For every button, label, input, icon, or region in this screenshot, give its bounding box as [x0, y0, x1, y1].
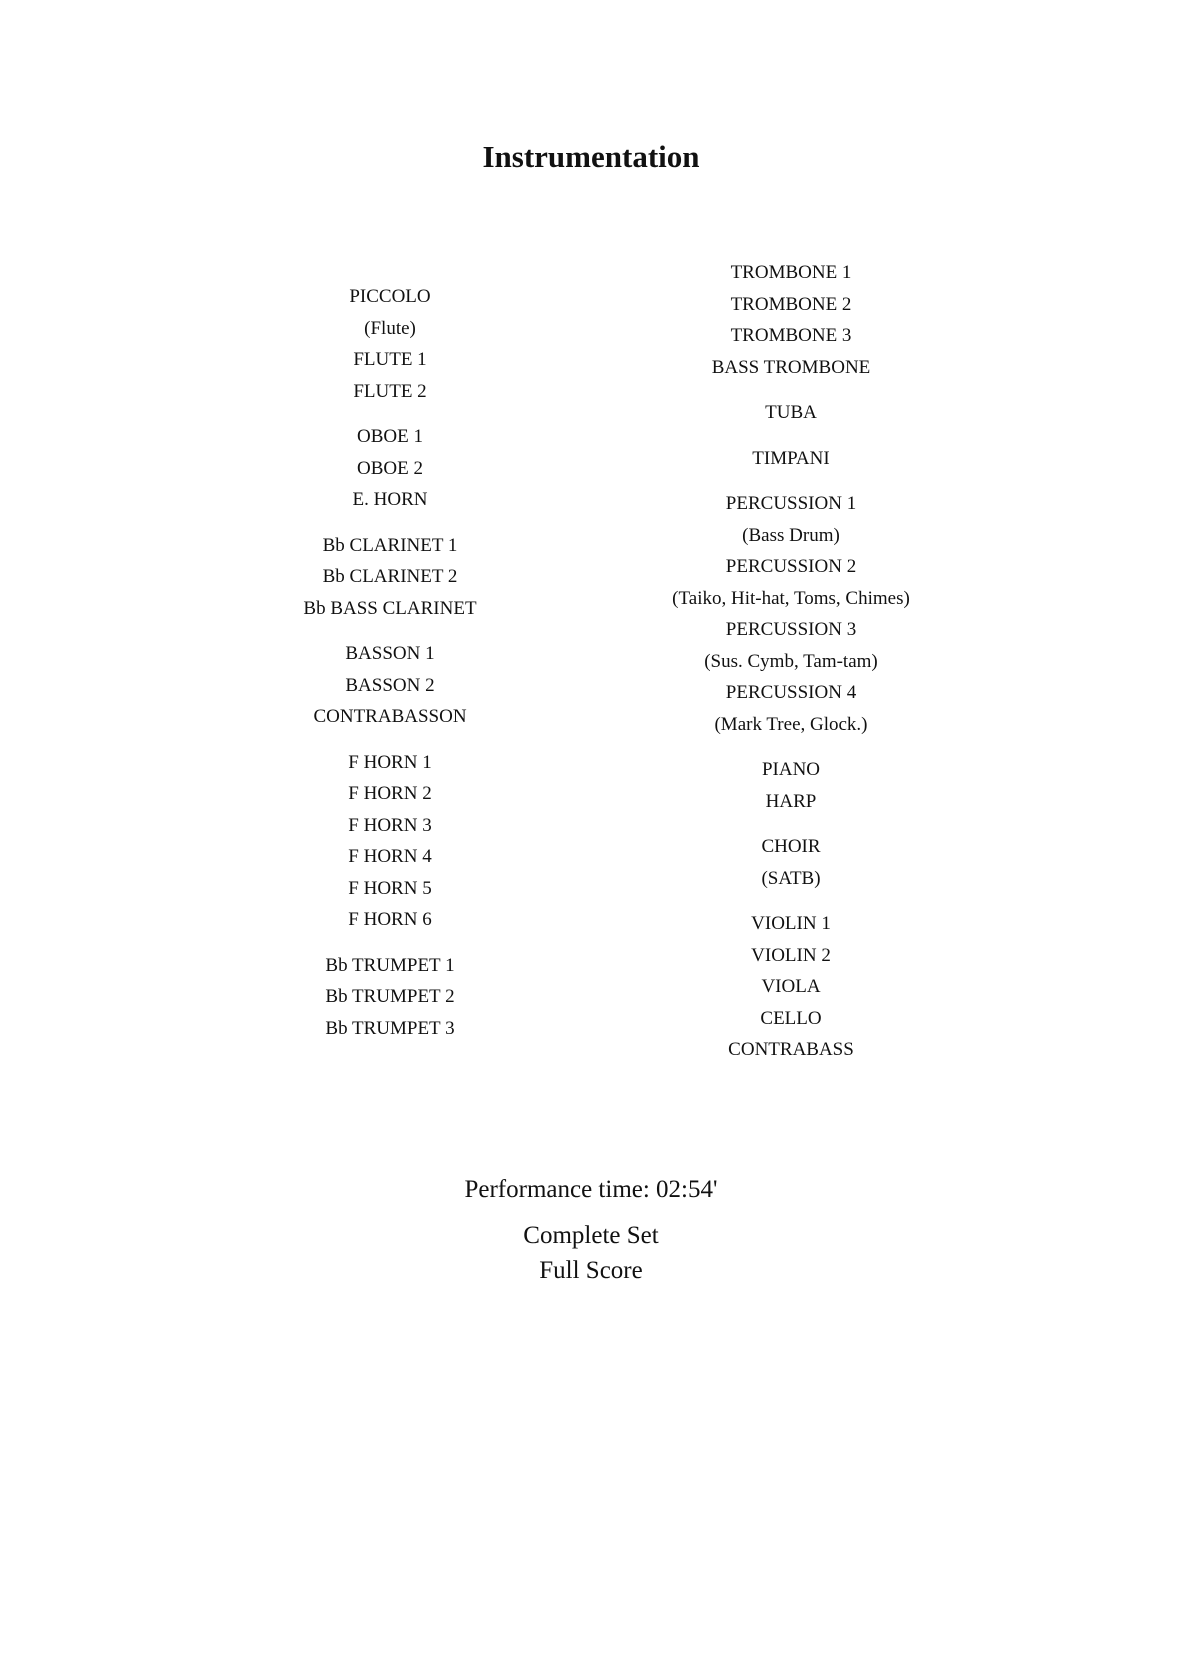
- instrument-entry: (Flute): [364, 317, 416, 339]
- instrument-entry: TUBA: [765, 402, 817, 423]
- performance-time: Performance time: 02:54': [464, 1176, 718, 1203]
- instrument-entry: F HORN 2: [348, 783, 432, 804]
- instrument-entry: F HORN 3: [348, 814, 432, 836]
- instrument-group: [190, 281, 590, 407]
- instrument-entry: VIOLA: [761, 976, 821, 997]
- instrument-entry: PERCUSSION 4: [725, 682, 857, 703]
- instrument-entry: BASSON 2: [345, 674, 435, 696]
- instrument-entry: F HORN 1: [348, 751, 432, 773]
- instrument-entry: F HORN 5: [348, 877, 432, 899]
- instrument-entry: BASS TROMBONE: [711, 356, 871, 378]
- instrument-group: [190, 747, 590, 936]
- instrument-entry: Bb CLARINET 2: [322, 566, 458, 587]
- instrument-group: [190, 950, 590, 1045]
- instrument-entry: CELLO: [760, 1007, 822, 1029]
- instrument-group: [190, 421, 590, 516]
- instrument-group: [591, 831, 991, 894]
- instrument-entry: Bb TRUMPET 2: [325, 986, 455, 1007]
- instrument-entry: PERCUSSION 3: [725, 619, 857, 640]
- instrument-entry: VIOLIN 1: [751, 913, 831, 934]
- instrument-group: [190, 638, 590, 733]
- instrument-entry: TIMPANI: [752, 447, 830, 469]
- instrument-group: [591, 908, 991, 1066]
- instrument-entry: Bb BASS CLARINET: [303, 597, 477, 619]
- instrument-group: [591, 488, 991, 740]
- instrument-entry: Bb CLARINET 1: [322, 534, 458, 556]
- edition-line-1: Complete Set: [523, 1222, 659, 1249]
- instrument-entry: OBOE 1: [357, 426, 423, 447]
- instrument-entry: VIOLIN 2: [751, 944, 831, 966]
- instrument-group: [591, 754, 991, 817]
- instrument-entry: (Sus. Cymb, Tam-tam): [704, 650, 878, 672]
- instrument-entry: CONTRABASSON: [313, 706, 467, 727]
- edition-line-2: Full Score: [539, 1257, 643, 1284]
- instrument-entry: (Bass Drum): [742, 524, 840, 546]
- instrument-entry: TROMBONE 2: [730, 293, 852, 315]
- page-title: Instrumentation: [482, 139, 700, 174]
- instrument-group: [591, 397, 991, 429]
- instrument-entry: HARP: [765, 790, 817, 812]
- instrument-group: [591, 443, 991, 475]
- instrument-entry: OBOE 2: [357, 457, 423, 479]
- instrument-entry: TROMBONE 3: [730, 325, 852, 346]
- score-info: [0, 1172, 1182, 1288]
- instrument-entry: Bb TRUMPET 3: [325, 1017, 455, 1039]
- instrument-list-left: [190, 281, 590, 1058]
- instrument-entry: FLUTE 1: [353, 349, 427, 370]
- instrument-entry: PERCUSSION 2: [725, 556, 857, 577]
- instrument-entry: F HORN 6: [348, 909, 432, 930]
- instrument-entry: PIANO: [761, 759, 821, 780]
- instrument-entry: PERCUSSION 1: [725, 493, 857, 514]
- instrument-entry: CHOIR: [761, 836, 821, 857]
- instrument-list-right: [591, 257, 991, 1080]
- instrument-entry: CONTRABASS: [728, 1039, 854, 1060]
- instrument-entry: (Taiko, Hit-hat, Toms, Chimes): [672, 587, 910, 609]
- instrument-entry: F HORN 4: [348, 846, 432, 867]
- instrument-entry: Bb TRUMPET 1: [325, 954, 455, 976]
- instrument-entry: (SATB): [761, 867, 821, 889]
- instrument-entry: PICCOLO: [349, 286, 431, 307]
- instrument-entry: (Mark Tree, Glock.): [714, 713, 868, 735]
- instrument-entry: BASSON 1: [345, 643, 435, 664]
- instrument-entry: TROMBONE 1: [730, 262, 852, 283]
- instrument-group: [591, 257, 991, 383]
- instrument-group: [190, 530, 590, 625]
- instrument-entry: FLUTE 2: [353, 380, 427, 402]
- instrument-entry: E. HORN: [352, 489, 428, 510]
